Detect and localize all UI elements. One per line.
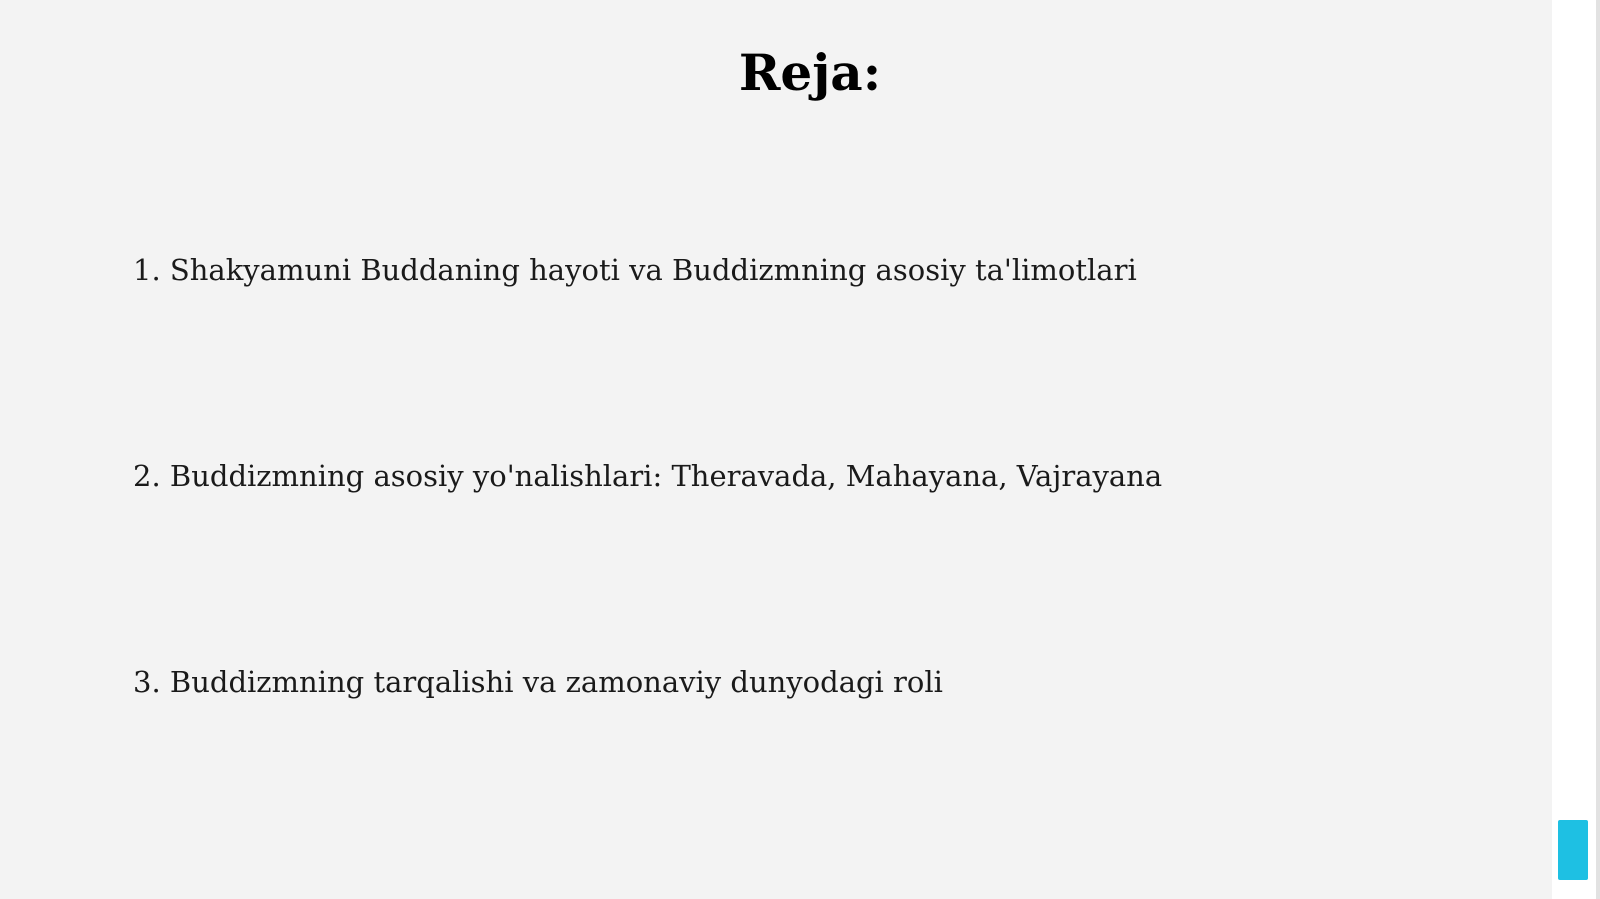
scroll-thumb[interactable] <box>1558 820 1588 880</box>
right-edge-border <box>1596 0 1600 899</box>
right-margin-strip <box>1552 0 1600 899</box>
plan-item-2: 2. Buddizmning asosiy yo'nalishlari: Theravada, Mahayana, Vajrayana <box>133 459 1163 493</box>
plan-item-3: 3. Buddizmning tarqalishi va zamonaviy dunyodagi roli <box>133 665 943 699</box>
plan-item-1: 1. Shakyamuni Buddaning hayoti va Buddizmning asosiy ta'limotlari <box>133 253 1137 287</box>
slide-title: Reja: <box>738 43 882 102</box>
